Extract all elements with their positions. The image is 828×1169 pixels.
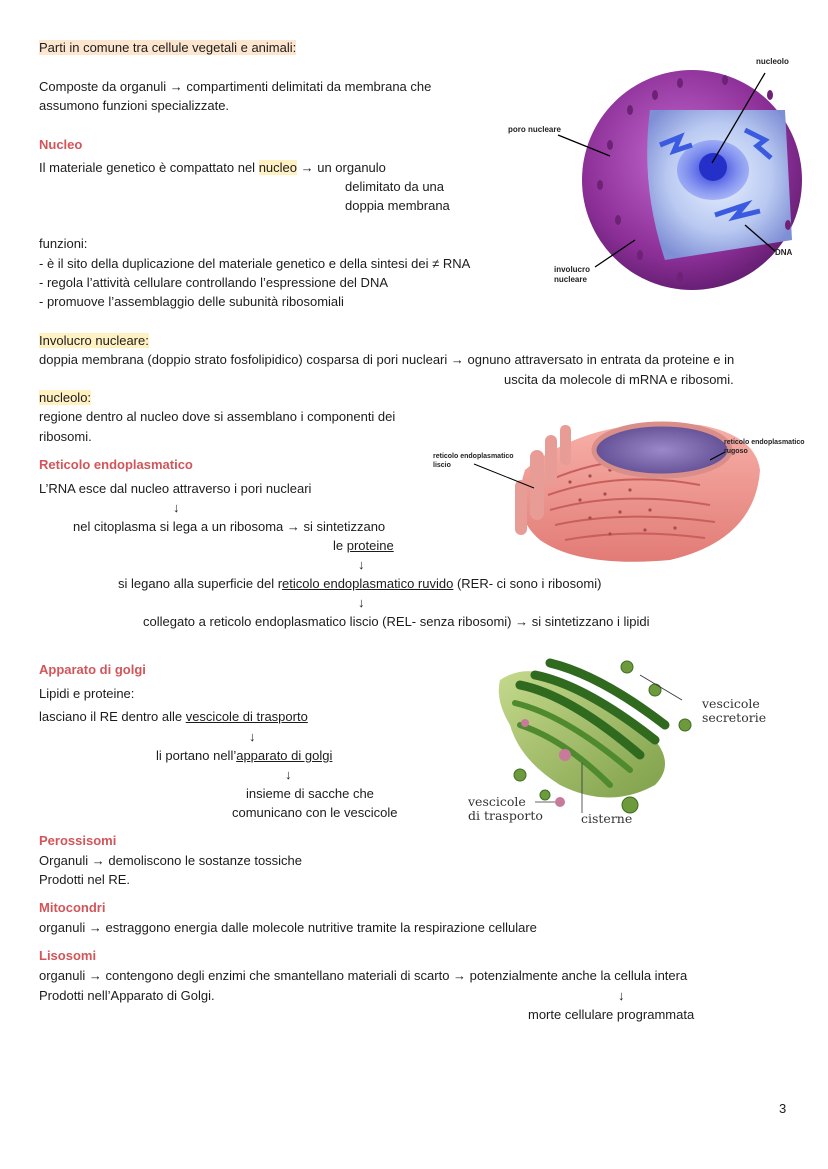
reticolo-heading: Reticolo endoplasmatico <box>39 457 193 472</box>
reticolo-line-2: nel citoplasma si lega a un ribosoma → si sintetizzano <box>73 519 386 534</box>
er-illustration <box>470 410 770 570</box>
golgi-arrow-2: ↓ <box>285 767 292 782</box>
funzioni-title: funzioni: <box>39 236 88 251</box>
intro-line-1: Composte da organuli → compartimenti delimitati da membrana che <box>39 79 432 94</box>
golgi-illustration <box>490 645 700 815</box>
golgi-heading: Apparato di golgi <box>39 662 146 677</box>
reticolo-line-4: si legano alla superficie del reticolo endoplasmatico ruvido (RER- ci sono i ribosomi) <box>118 576 602 591</box>
mitocondri-line-1: organuli → estraggono energia dalle molecole nutritive tramite la respirazione cellulare <box>39 920 537 935</box>
label-vescicole-trasporto-1: vescicole <box>468 794 526 809</box>
involucro-line-1: doppia membrana (doppio strato fosfolipidico) cosparsa di pori nucleari → ognuno attraversato in entrata da proteine e in <box>39 352 735 367</box>
label-dna: DNA <box>775 248 793 257</box>
nucleolo-line-2: ribosomi. <box>39 429 92 444</box>
label-poro-nucleare: poro nucleare <box>508 125 561 134</box>
involucro-heading: Involucro nucleare: <box>39 333 149 348</box>
golgi-line-2: lasciano il RE dentro alle vescicole di trasporto <box>39 709 308 724</box>
funzioni-item-2: - regola l’attività cellulare controllando l’espressione del DNA <box>39 275 389 290</box>
perossisomi-line-2: Prodotti nel RE. <box>39 872 131 887</box>
lisosomi-line-3: morte cellulare programmata <box>528 1007 695 1022</box>
golgi-line-3: li portano nell’apparato di golgi <box>156 748 333 763</box>
label-vescicole-secretorie-1: vescicole <box>702 696 760 711</box>
nucleus-illustration <box>500 55 820 295</box>
label-reticolo-rugoso-1: reticolo endoplasmatico <box>724 439 805 446</box>
funzioni-item-1: - è il sito della duplicazione del materiale genetico e della sintesi dei ≠ RNA <box>39 256 471 271</box>
lisosomi-arrow: ↓ <box>618 988 625 1003</box>
intro-line-2: assumono funzioni specializzate. <box>39 98 230 113</box>
mitocondri-heading: Mitocondri <box>39 900 106 915</box>
golgi-line-4: insieme di sacche che <box>246 786 374 801</box>
nucleo-text-1: Il materiale genetico è compattato nel nucleo → un organulo <box>39 160 386 175</box>
label-involucro-2: nucleare <box>554 275 587 284</box>
reticolo-arrow-3: ↓ <box>358 595 365 610</box>
label-cisterne: cisterne <box>581 811 633 826</box>
nucleo-heading: Nucleo <box>39 137 83 152</box>
reticolo-line-3: le proteine <box>333 538 394 553</box>
label-vescicole-trasporto-2: di trasporto <box>468 808 543 823</box>
label-reticolo-liscio-1: reticolo endoplasmatico <box>433 453 514 460</box>
lisosomi-heading: Lisosomi <box>39 948 97 963</box>
label-involucro-1: involucro <box>554 265 591 274</box>
label-reticolo-rugoso-2: rugoso <box>724 448 748 455</box>
intro-title: Parti in comune tra cellule vegetali e animali: <box>39 40 297 55</box>
nucleo-text-3: doppia membrana <box>345 198 450 213</box>
reticolo-line-1: L’RNA esce dal nucleo attraverso i pori nucleari <box>39 481 312 496</box>
reticolo-arrow-1: ↓ <box>173 500 180 515</box>
reticolo-line-5: collegato a reticolo endoplasmatico liscio (REL- senza ribosomi) → si sintetizzano i lipidi <box>143 614 650 629</box>
golgi-arrow-1: ↓ <box>249 729 256 744</box>
page-number: 3 <box>779 1101 787 1116</box>
reticolo-arrow-2: ↓ <box>358 557 365 572</box>
funzioni-item-3: - promuove l’assemblaggio delle subunità ribosomiali <box>39 294 344 309</box>
nucleolo-line-1: regione dentro al nucleo dove si assemblano i componenti dei <box>39 409 396 424</box>
golgi-line-5: comunicano con le vescicole <box>232 805 398 820</box>
involucro-line-2: uscita da molecole di mRNA e ribosomi. <box>504 372 734 387</box>
nucleolo-heading: nucleolo: <box>39 390 92 405</box>
nucleo-text-2: delimitato da una <box>345 179 445 194</box>
label-nucleolo: nucleolo <box>756 57 789 66</box>
label-reticolo-liscio-2: liscio <box>433 462 451 469</box>
label-vescicole-secretorie-2: secretorie <box>702 710 767 725</box>
lisosomi-line-2: Prodotti nell’Apparato di Golgi. <box>39 988 215 1003</box>
lisosomi-line-1: organuli → contengono degli enzimi che smantellano materiali di scarto → potenzialmente anche la cellula intera <box>39 968 688 983</box>
nucleo-word: nucleo <box>258 160 297 175</box>
golgi-line-1: Lipidi e proteine: <box>39 686 135 701</box>
perossisomi-heading: Perossisomi <box>39 833 117 848</box>
perossisomi-line-1: Organuli → demoliscono le sostanze tossiche <box>39 853 303 868</box>
